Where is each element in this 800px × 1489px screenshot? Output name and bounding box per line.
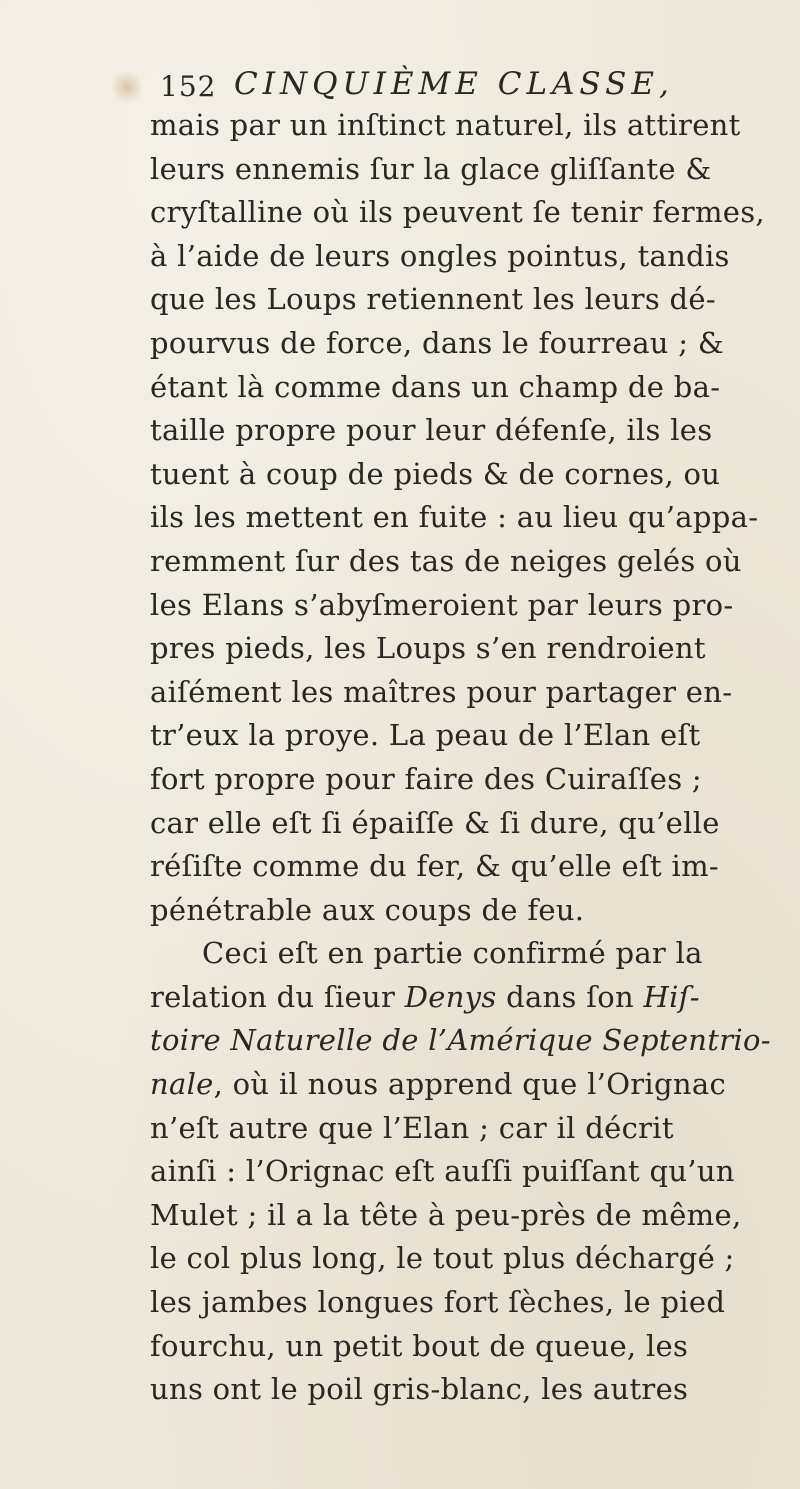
- body-text: [150, 104, 790, 1412]
- paragraph-start-line: Ceci eſt en partie confirmé par la: [202, 936, 703, 971]
- text-line: les Elans s’abyſmeroient par leurs pro-: [150, 587, 734, 622]
- text-line: remment ſur des tas de neiges gelés où: [150, 543, 742, 578]
- text-line: pénétrable aux coups de feu.: [150, 892, 585, 927]
- text-line: fort propre pour faire des Cuiraſſes ;: [150, 761, 702, 796]
- text-line: n’eſt autre que l’Elan ; car il décrit: [150, 1110, 674, 1145]
- page-number: 152: [160, 70, 217, 103]
- text-line: cryſtalline où ils peuvent ſe tenir fermes,: [150, 195, 765, 230]
- text-line: Mulet ; il a la tête à peu-près de même,: [150, 1197, 742, 1232]
- text-line: pourvus de force, dans le fourreau ; &: [150, 325, 724, 360]
- text-line: taille propre pour leur défenſe, ils les: [150, 413, 713, 448]
- text-line: mais par un inſtinct naturel, ils attirent: [150, 108, 741, 142]
- page-header: [144, 66, 784, 106]
- text-line: pres pieds, les Loups s’en rendroient: [150, 631, 706, 666]
- text-line: que les Loups retiennent les leurs dé-: [150, 282, 716, 317]
- text-line: les jambes longues fort ſèches, le pied: [150, 1285, 726, 1320]
- author-name-italic: Denys: [404, 979, 497, 1014]
- text-line: fourchu, un petit bout de queue, les: [150, 1328, 689, 1363]
- book-title-italic: toire Naturelle de l’Amérique Septentrio-: [150, 1023, 771, 1058]
- text-segment: relation du ſieur: [150, 979, 396, 1014]
- text-line: étant là comme dans un champ de ba-: [150, 369, 721, 404]
- running-title: CINQUIÈME CLASSE,: [234, 66, 674, 102]
- text-line: leurs ennemis ſur la glace gliſſante &: [150, 151, 712, 186]
- paper-stain: [112, 68, 142, 106]
- text-line: à l’aide de leurs ongles pointus, tandis: [150, 238, 730, 273]
- text-line: ainſi : l’Orignac eſt auſſi puiſſant qu’un: [150, 1154, 735, 1189]
- text-line-italic: [150, 1019, 790, 1063]
- book-title-italic: Hiſ-: [643, 979, 700, 1014]
- text-line-with-italics: [150, 976, 790, 1020]
- text-line: tuent à coup de pieds & de cornes, ou: [150, 456, 721, 491]
- text-segment: , où il nous apprend que l’Orignac: [213, 1067, 726, 1102]
- text-segment: dans ſon: [506, 979, 634, 1014]
- book-title-italic: nale: [150, 1067, 214, 1102]
- text-line: le col plus long, le tout plus déchargé ;: [150, 1241, 735, 1276]
- text-line: car elle eſt ſi épaiſſe & ſi dure, qu’elle: [150, 805, 720, 840]
- text-line: uns ont le poil gris-blanc, les autres: [150, 1372, 689, 1407]
- text-line: ils les mettent en fuite : au lieu qu’appa-: [150, 500, 759, 535]
- text-line-with-italics: [150, 1063, 790, 1107]
- text-line: aiſément les maîtres pour partager en-: [150, 674, 733, 709]
- text-line: réſiſte comme du fer, & qu’elle eſt im-: [150, 849, 719, 884]
- text-line: tr’eux la proye. La peau de l’Elan eſt: [150, 718, 701, 753]
